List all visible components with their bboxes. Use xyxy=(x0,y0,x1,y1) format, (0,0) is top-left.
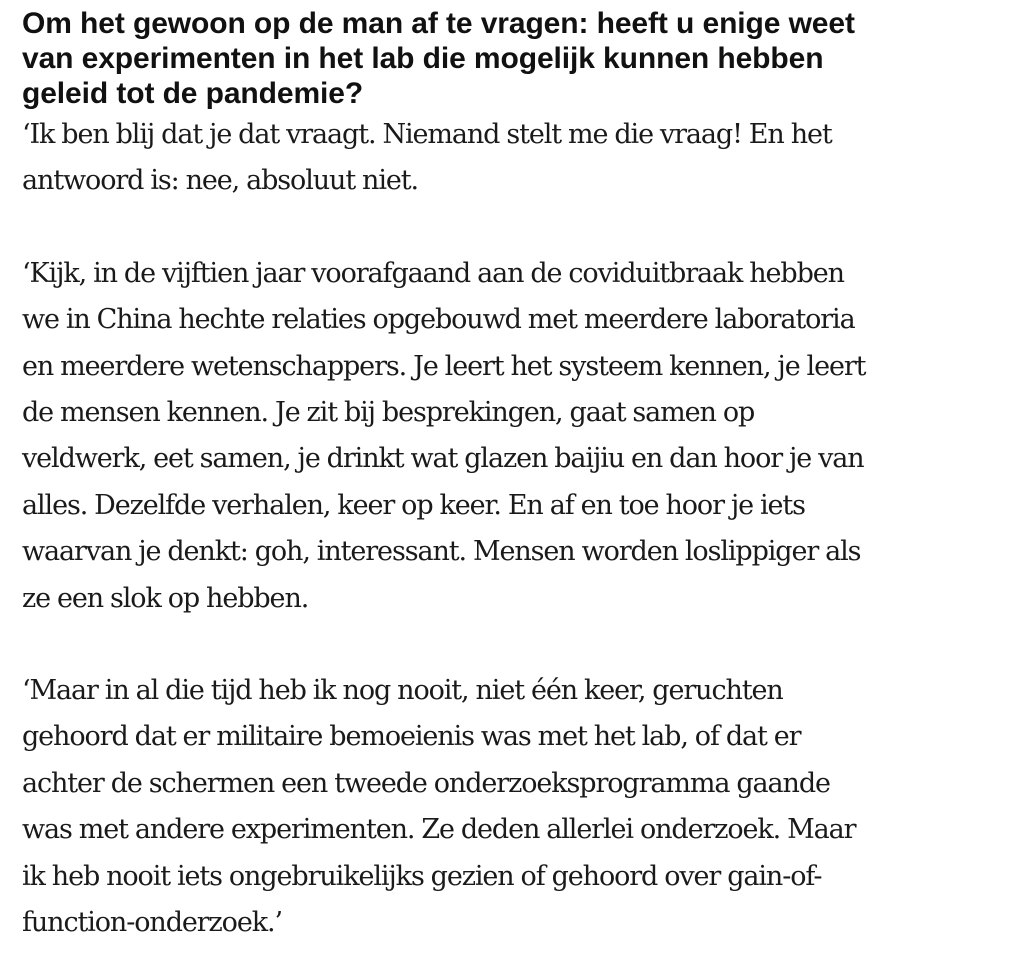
answer-line: function-onderzoek.’ xyxy=(22,907,282,939)
answer-line: ‘Ik ben blij dat je dat vraagt. Niemand stelt me die vraag! En het xyxy=(22,119,832,150)
answer-line: antwoord is: nee, absoluut niet. xyxy=(22,165,418,197)
answer-line: ik heb nooit iets ongebruikelijks gezien of gehoord over gain-of- xyxy=(22,860,822,892)
answer-line: de mensen kennen. Je zit bij besprekingen, gaat samen op xyxy=(22,397,755,429)
question-line: van experimenten in het lab die mogelijk kunnen hebben xyxy=(22,42,824,75)
answer-paragraph-2 xyxy=(22,251,982,622)
answer-paragraph-3 xyxy=(22,668,982,946)
answer-line: gehoord dat er militaire bemoeienis was met het lab, of dat er xyxy=(22,721,801,753)
answer-line: en meerdere wetenschappers. Je leert het systeem kennen, je leert xyxy=(22,350,866,382)
article xyxy=(22,0,982,947)
answer-line: ‘Kijk, in de vijftien jaar voorafgaand aan de coviduitbraak hebben xyxy=(22,257,844,289)
answer-line: ze een slok op hebben. xyxy=(22,582,309,614)
answer-line: we in China hechte relaties opgebouwd met meerdere laboratoria xyxy=(22,304,855,336)
answer-line: waarvan je denkt: goh, interessant. Mensen worden loslippiger als xyxy=(22,536,861,568)
answer-line: alles. Dezelfde verhalen, keer op keer. En af en toe hoor je iets xyxy=(22,489,805,521)
answer-line: ‘Maar in al die tijd heb ik nog nooit, niet één keer, geruchten xyxy=(22,675,783,707)
answer-line: achter de schermen een tweede onderzoeksprogramma gaande xyxy=(22,767,830,799)
question-line: Om het gewoon op de man af te vragen: heeft u enige weet xyxy=(22,7,855,40)
answer-line: was met andere experimenten. Ze deden allerlei onderzoek. Maar xyxy=(22,814,856,846)
interview-question xyxy=(22,6,982,111)
question-line: geleid tot de pandemie? xyxy=(22,77,364,110)
answer-line: veldwerk, eet samen, je drinkt wat glazen baijiu en dan hoor je van xyxy=(22,443,864,475)
answer-paragraph-1 xyxy=(22,112,982,205)
